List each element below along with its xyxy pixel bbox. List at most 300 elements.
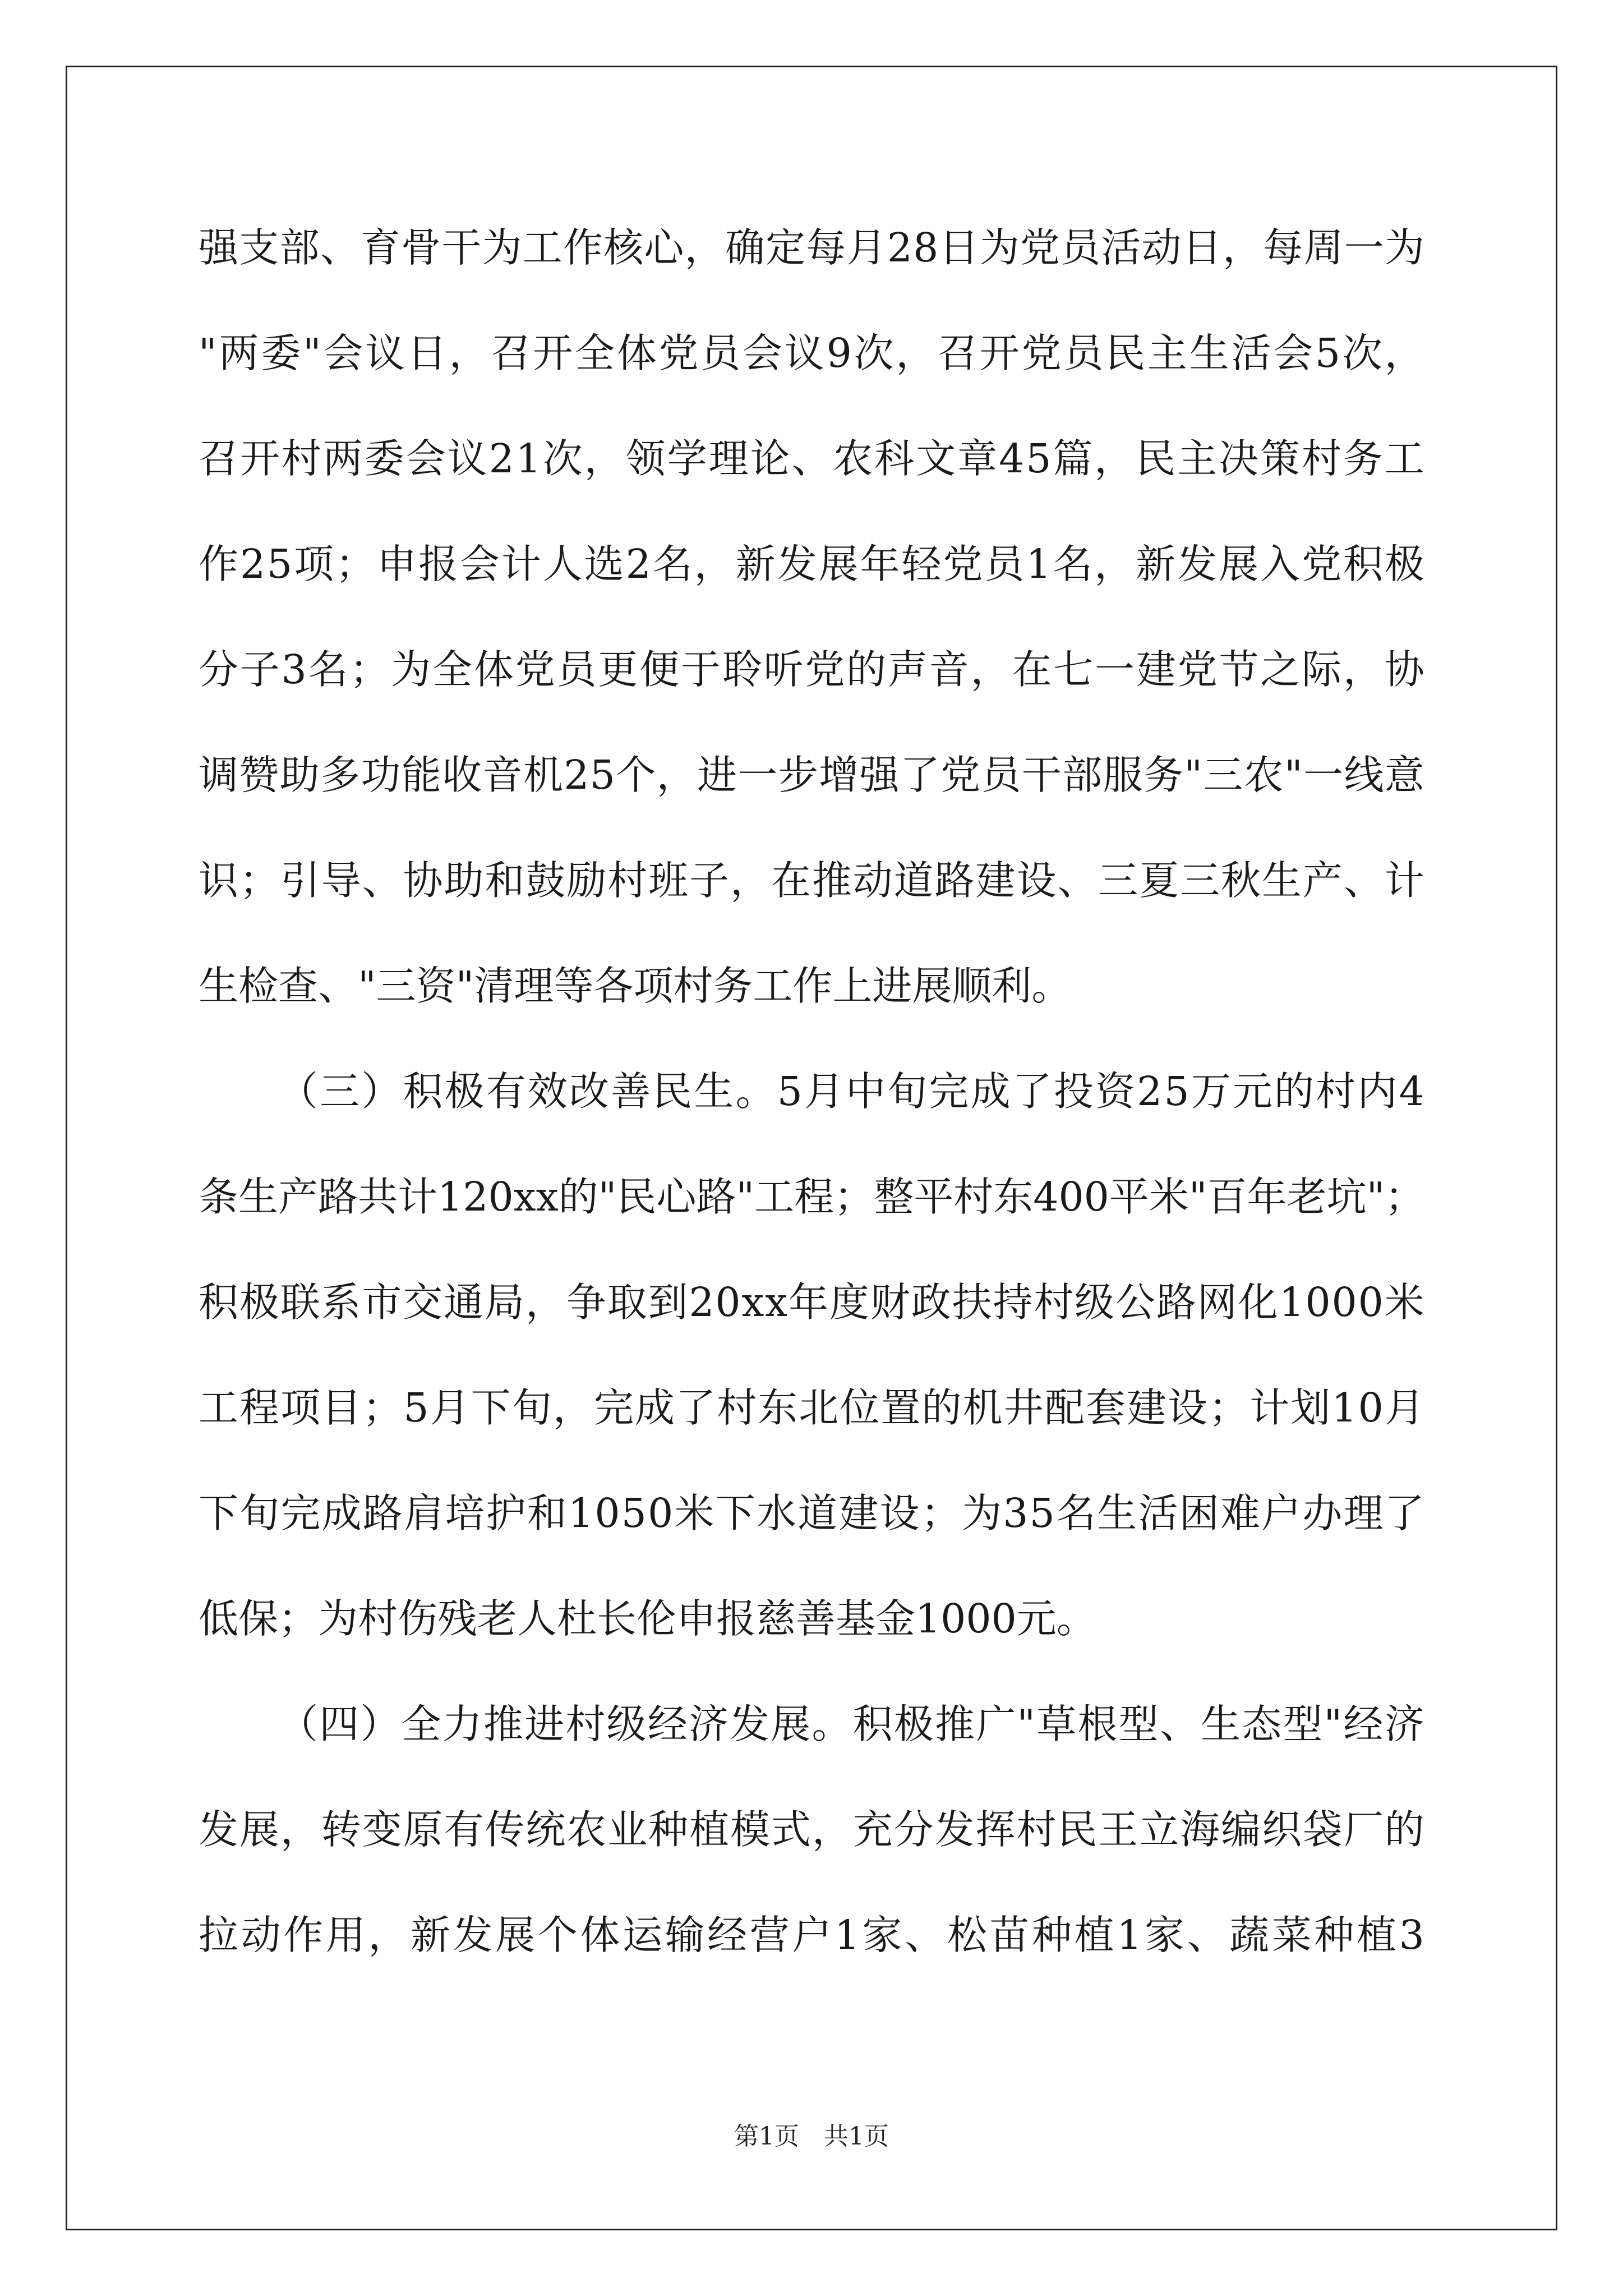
line-glyph: 工 [199, 1384, 239, 1431]
line-glyph: 拉 [199, 1912, 239, 1958]
text-line [199, 1380, 1424, 1485]
line-glyph: 3 [1399, 1912, 1424, 1958]
line-glyph: 济 [1384, 1701, 1424, 1747]
line-glyph: 轻 [901, 541, 942, 587]
line-glyph: ， [684, 224, 725, 271]
line-glyph: 为 [1384, 224, 1424, 271]
line-glyph: 议 [784, 330, 824, 376]
line-glyph: 年 [860, 541, 900, 587]
line-glyph: 村 [953, 1174, 994, 1220]
line-glyph: 、 [1057, 857, 1098, 904]
line-glyph: 机 [962, 1384, 1003, 1431]
line-glyph: ， [1094, 541, 1135, 587]
line-glyph: 持 [993, 1279, 1033, 1326]
line-glyph: 委 [364, 435, 404, 482]
line-glyph: 取 [607, 1279, 647, 1326]
line-glyph: 0 [1331, 1279, 1357, 1326]
line-glyph: 路 [934, 857, 975, 904]
line-glyph: 召 [199, 435, 239, 482]
line-glyph: 党 [1301, 541, 1341, 587]
line-glyph: 路 [1156, 1279, 1196, 1326]
line-glyph: x [513, 1174, 536, 1220]
line-glyph: 村 [281, 435, 321, 482]
line-glyph: " [199, 330, 217, 376]
line-glyph: 0 [715, 1279, 741, 1326]
line-glyph: 。 [811, 1701, 852, 1747]
line-glyph: 蔬 [1229, 1912, 1270, 1958]
line-glyph: 科 [874, 435, 915, 482]
page-number-total: 共1页 [824, 2122, 889, 2151]
line-glyph: 农 [1243, 752, 1284, 798]
line-glyph: 干 [441, 224, 482, 271]
line-glyph: 党 [1021, 330, 1062, 376]
line-glyph: 民 [616, 1174, 657, 1220]
line-glyph: 原 [403, 1806, 443, 1853]
line-glyph: 强 [199, 224, 239, 271]
line-glyph: 政 [911, 1279, 951, 1326]
line-glyph: 体 [580, 1912, 620, 1958]
line-glyph: 识 [199, 857, 239, 904]
line-glyph: 家 [862, 1912, 902, 1958]
line-glyph: 通 [444, 1279, 484, 1326]
line-glyph: 计 [501, 541, 541, 587]
line-glyph: 经 [1343, 1701, 1384, 1747]
line-glyph: 在 [771, 857, 811, 904]
line-glyph: 机 [523, 752, 563, 798]
line-glyph: 生 [1097, 1490, 1137, 1536]
line-glyph: 务 [1143, 752, 1183, 798]
line-glyph: ， [1343, 646, 1383, 693]
line-glyph: 导 [321, 857, 361, 904]
line-glyph: " [736, 1174, 755, 1220]
line-glyph: 家 [1145, 1912, 1185, 1958]
line-text: 生检查、"三资"清理等各项村务工作上进展顺利。 [199, 963, 1072, 1009]
line-glyph: 名 [308, 646, 348, 693]
line-glyph: 民 [1136, 435, 1176, 482]
line-glyph: 两 [322, 435, 363, 482]
line-glyph: 的 [558, 1174, 598, 1220]
line-glyph: 展 [239, 1806, 279, 1853]
line-glyph: 助 [444, 857, 484, 904]
line-glyph: 际 [1302, 646, 1342, 693]
line-glyph: 员 [700, 330, 741, 376]
line-glyph: 菜 [1271, 1912, 1312, 1958]
line-glyph: 、 [1159, 1701, 1200, 1747]
line-glyph: 户 [1261, 1490, 1302, 1536]
line-glyph: 老 [1287, 1174, 1327, 1220]
line-glyph: 难 [1220, 1490, 1260, 1536]
line-glyph: 心 [656, 1174, 697, 1220]
line-glyph: 励 [566, 857, 607, 904]
line-glyph: 式 [771, 1806, 811, 1853]
line-glyph: 篇 [1053, 435, 1093, 482]
line-glyph: 型 [1283, 1701, 1323, 1747]
line-glyph: 聆 [722, 646, 762, 693]
line-glyph: 协 [1384, 646, 1424, 693]
line-glyph: ； [1209, 1384, 1249, 1431]
line-glyph: 根 [1077, 1701, 1118, 1747]
line-glyph: 申 [377, 541, 417, 587]
line-glyph: 袋 [1302, 1806, 1343, 1853]
line-glyph: 民 [1057, 1806, 1098, 1853]
line-glyph: 周 [1303, 224, 1344, 271]
text-line [199, 536, 1424, 642]
line-glyph: 发 [730, 1701, 770, 1747]
line-glyph: 争 [566, 1279, 606, 1326]
line-glyph: 了 [676, 1384, 716, 1431]
line-glyph: 东 [993, 1174, 1034, 1220]
line-glyph: 子 [689, 857, 730, 904]
line-glyph: 5 [621, 1490, 647, 1536]
line-glyph: 广 [976, 1701, 1016, 1747]
line-glyph: 变 [362, 1806, 402, 1853]
line-glyph: ， [552, 1384, 593, 1431]
line-glyph: ， [694, 541, 734, 587]
line-glyph: 民 [1105, 330, 1146, 376]
line-glyph: 草 [1036, 1701, 1077, 1747]
line-glyph: 度 [829, 1279, 870, 1326]
line-glyph: 一 [737, 752, 778, 798]
line-glyph: 选 [584, 541, 624, 587]
line-glyph: 、 [320, 224, 360, 271]
line-glyph: " [598, 1174, 617, 1220]
line-glyph: ， [1384, 330, 1424, 376]
line-glyph: 村 [717, 1384, 757, 1431]
line-glyph: 年 [1247, 1174, 1287, 1220]
line-glyph: 2 [564, 752, 589, 798]
line-glyph: 为 [979, 224, 1020, 271]
line-glyph: x [536, 1174, 559, 1220]
line-glyph: 理 [1343, 1490, 1384, 1536]
line-glyph: 委 [261, 330, 301, 376]
line-glyph: 鼓 [525, 857, 566, 904]
line-glyph: 一 [1095, 646, 1135, 693]
line-glyph: 米 [674, 1490, 714, 1536]
line-glyph: ， [730, 857, 770, 904]
line-glyph: 人 [542, 541, 583, 587]
line-glyph: ， [449, 330, 489, 376]
line-glyph: 2 [488, 435, 514, 482]
line-glyph: 决 [1219, 435, 1259, 482]
line-glyph: 全 [432, 646, 473, 693]
line-glyph: 8 [913, 224, 939, 271]
line-glyph: 力 [442, 1701, 482, 1747]
line-glyph: 统 [525, 1806, 566, 1853]
line-glyph: 召 [491, 330, 531, 376]
text-line [199, 1802, 1424, 1907]
line-glyph: 声 [887, 646, 928, 693]
line-glyph: 成 [321, 1490, 362, 1536]
line-glyph: 的 [1384, 1806, 1424, 1853]
line-glyph: 党 [943, 541, 983, 587]
line-glyph: 项 [294, 541, 334, 587]
line-glyph: 下 [199, 1490, 239, 1536]
line-glyph: ； [362, 1384, 403, 1431]
line-glyph: 坑 [1326, 1174, 1367, 1220]
line-glyph: 水 [756, 1490, 796, 1536]
line-glyph: 道 [893, 857, 934, 904]
line-glyph: 展 [818, 541, 859, 587]
line-glyph: 会 [323, 330, 363, 376]
line-glyph: 员 [1061, 224, 1101, 271]
line-glyph: 0 [1083, 1174, 1109, 1220]
line-glyph: 次 [542, 435, 583, 482]
line-glyph: 推 [483, 1701, 523, 1747]
line-glyph: 苗 [989, 1912, 1030, 1958]
line-glyph: 、 [362, 857, 402, 904]
line-glyph: ， [280, 1806, 320, 1853]
line-glyph: 5 [403, 1384, 429, 1431]
line-glyph: 村 [565, 1701, 606, 1747]
line-glyph: 议 [365, 330, 405, 376]
line-glyph: 理 [708, 435, 749, 482]
line-glyph: 工 [1384, 435, 1424, 482]
line-glyph: 入 [1260, 541, 1301, 587]
line-glyph: 、 [1343, 857, 1384, 904]
line-glyph: 建 [1136, 646, 1176, 693]
line-glyph: 肩 [404, 1490, 444, 1536]
line-glyph: 建 [838, 1490, 879, 1536]
line-glyph: 新 [410, 1912, 450, 1958]
line-glyph: 1 [568, 1490, 594, 1536]
line-glyph: " [1366, 1174, 1385, 1220]
line-glyph: 在 [1012, 646, 1052, 693]
line-glyph: 平 [1109, 1174, 1149, 1220]
line-glyph: 项 [280, 1384, 321, 1431]
line-glyph: 成 [970, 1068, 1011, 1115]
line-glyph: ， [368, 1912, 408, 1958]
line-glyph: x [765, 1279, 788, 1326]
line-glyph: 3 [1003, 1490, 1029, 1536]
line-glyph: （ [278, 1068, 319, 1115]
line-glyph: 员 [1063, 330, 1104, 376]
line-glyph: 运 [622, 1912, 662, 1958]
line-glyph: " [302, 330, 321, 376]
line-glyph: 引 [280, 857, 320, 904]
line-glyph: 5 [777, 1068, 803, 1115]
line-glyph: 置 [880, 1384, 921, 1431]
text-line [199, 642, 1424, 747]
line-glyph: 积 [852, 1701, 893, 1747]
line-glyph: 程 [794, 1174, 834, 1220]
line-glyph: 推 [811, 857, 852, 904]
line-glyph: 收 [442, 752, 482, 798]
line-glyph: 班 [648, 857, 689, 904]
line-glyph: 充 [852, 1806, 893, 1853]
line-glyph: 中 [846, 1068, 886, 1115]
line-glyph: 5 [1315, 330, 1341, 376]
line-glyph: 投 [1053, 1068, 1094, 1115]
line-glyph: 的 [921, 1384, 962, 1431]
line-glyph: 发 [453, 1912, 493, 1958]
line-glyph: 市 [362, 1279, 402, 1326]
line-glyph: 级 [1075, 1279, 1115, 1326]
line-glyph: 困 [1179, 1490, 1219, 1536]
line-glyph: 联 [280, 1279, 320, 1326]
line-glyph: 改 [569, 1068, 609, 1115]
line-glyph: 0 [1058, 1174, 1084, 1220]
line-glyph: 日 [407, 330, 447, 376]
line-glyph: 村 [607, 857, 648, 904]
line-glyph: 助 [279, 752, 320, 798]
line-glyph: 推 [935, 1701, 975, 1747]
line-glyph: 分 [199, 646, 239, 693]
line-glyph: 党 [1177, 646, 1218, 693]
line-glyph: ， [811, 1806, 852, 1853]
document-body [199, 220, 1424, 2013]
line-glyph: 东 [758, 1384, 798, 1431]
line-glyph: 积 [403, 1068, 443, 1115]
line-glyph: 生 [238, 1174, 279, 1220]
line-glyph: 党 [658, 330, 699, 376]
line-glyph: 挥 [975, 1806, 1016, 1853]
line-glyph: 北 [799, 1384, 839, 1431]
line-glyph: 作 [562, 224, 603, 271]
line-glyph: 了 [1384, 1490, 1424, 1536]
line-glyph: 村 [1016, 1806, 1057, 1853]
line-glyph: 植 [1356, 1912, 1396, 1958]
line-glyph: 核 [603, 224, 644, 271]
line-glyph: x [741, 1279, 764, 1326]
line-glyph: 4 [999, 435, 1025, 482]
line-glyph: 5 [1164, 1068, 1189, 1115]
line-glyph: 为 [391, 646, 431, 693]
line-glyph: 下 [715, 1490, 755, 1536]
line-glyph: 的 [846, 646, 887, 693]
line-glyph: 。 [735, 1068, 776, 1115]
line-glyph: 农 [566, 1806, 607, 1853]
line-glyph: 0 [594, 1490, 620, 1536]
line-glyph: 、 [791, 435, 832, 482]
page-number-current: 第1页 [734, 2122, 799, 2151]
line-glyph: 开 [239, 435, 280, 482]
line-glyph: 日 [939, 224, 979, 271]
line-glyph: 植 [1074, 1912, 1114, 1958]
line-glyph: 用 [325, 1912, 366, 1958]
line-glyph: 为 [962, 1490, 1002, 1536]
line-glyph: 护 [486, 1490, 526, 1536]
line-glyph: 赞 [239, 752, 279, 798]
line-glyph: 2 [1137, 1068, 1163, 1115]
line-glyph: 月 [430, 1384, 470, 1431]
page-footer [0, 2123, 1623, 2151]
line-glyph: 发 [777, 541, 817, 587]
line-glyph: 次 [854, 330, 894, 376]
line-glyph: 1 [1026, 541, 1052, 587]
line-glyph: 资 [1095, 1068, 1135, 1115]
line-glyph: 营 [749, 1912, 790, 1958]
line-glyph: 子 [239, 646, 280, 693]
line-glyph: 节 [1219, 646, 1259, 693]
line-glyph: 为 [482, 224, 522, 271]
line-glyph: 程 [239, 1384, 280, 1431]
line-glyph: 支 [239, 224, 279, 271]
line-glyph: 发 [199, 1806, 239, 1853]
line-glyph: 王 [1098, 1806, 1138, 1853]
line-glyph: 系 [321, 1279, 361, 1326]
text-line [199, 431, 1424, 536]
line-glyph: 全 [401, 1701, 441, 1747]
line-glyph: 生 [1200, 1701, 1241, 1747]
line-glyph: 新 [735, 541, 776, 587]
line-glyph: 动 [241, 1912, 281, 1958]
line-glyph: 位 [840, 1384, 880, 1431]
line-glyph: 旬 [239, 1490, 280, 1536]
line-glyph: 、 [905, 1912, 945, 1958]
line-glyph: 极 [239, 1279, 279, 1326]
line-glyph: 之 [1260, 646, 1301, 693]
text-line [199, 853, 1424, 958]
text-line [199, 1907, 1424, 2013]
line-glyph: 发 [934, 1806, 975, 1853]
line-glyph: 主 [1177, 435, 1218, 482]
line-glyph: 和 [485, 857, 525, 904]
line-glyph: 海 [1180, 1806, 1220, 1853]
line-glyph: 三 [1098, 857, 1138, 904]
line-glyph: ； [920, 1490, 961, 1536]
line-glyph: 音 [482, 752, 523, 798]
line-glyph: 5 [589, 752, 615, 798]
line-glyph: 月 [1384, 1384, 1424, 1431]
line-glyph: 条 [199, 1174, 239, 1220]
line-glyph: 极 [1384, 541, 1424, 587]
line-glyph: 套 [1085, 1384, 1126, 1431]
line-glyph: " [1324, 1701, 1343, 1747]
line-glyph: 整 [874, 1174, 914, 1220]
line-glyph: 财 [870, 1279, 910, 1326]
line-glyph: 目 [321, 1384, 362, 1431]
line-glyph: 章 [957, 435, 998, 482]
line-glyph: 建 [1126, 1384, 1166, 1431]
line-glyph: 、 [1187, 1912, 1227, 1958]
line-glyph: 名 [1056, 1490, 1096, 1536]
line-glyph: 音 [929, 646, 969, 693]
line-glyph: 善 [611, 1068, 651, 1115]
line-glyph: 转 [321, 1806, 361, 1853]
line-glyph: 计 [1384, 857, 1424, 904]
line-glyph: 全 [574, 330, 615, 376]
line-glyph: ， [896, 330, 936, 376]
line-glyph: 级 [606, 1701, 647, 1747]
line-glyph: 进 [697, 752, 737, 798]
line-glyph: 会 [1273, 330, 1313, 376]
line-glyph: 9 [826, 330, 852, 376]
paragraph-start-line [199, 1696, 1424, 1802]
line-glyph: 民 [652, 1068, 693, 1115]
line-glyph: 1 [834, 1912, 860, 1958]
line-glyph: 个 [616, 752, 656, 798]
line-glyph: （ [278, 1701, 319, 1747]
line-glyph: 织 [1261, 1806, 1302, 1853]
line-glyph: 5 [1029, 1490, 1055, 1536]
line-glyph: 到 [648, 1279, 688, 1326]
line-glyph: 立 [1139, 1806, 1179, 1853]
line-glyph: 1 [1279, 1279, 1304, 1326]
line-glyph: 1 [515, 435, 541, 482]
line-glyph: 有 [444, 1806, 484, 1853]
line-glyph: ； [349, 646, 390, 693]
line-glyph: 办 [1302, 1490, 1343, 1536]
line-glyph: " [1184, 752, 1202, 798]
line-glyph: 模 [730, 1806, 770, 1853]
line-glyph: ， [525, 1279, 565, 1326]
line-glyph: ） [360, 1701, 400, 1747]
line-glyph: 0 [488, 1174, 514, 1220]
line-glyph: 活 [1231, 330, 1271, 376]
line-glyph: 济 [688, 1701, 728, 1747]
line-glyph: 1 [1117, 1912, 1142, 1958]
line-glyph: ； [1385, 1174, 1424, 1220]
